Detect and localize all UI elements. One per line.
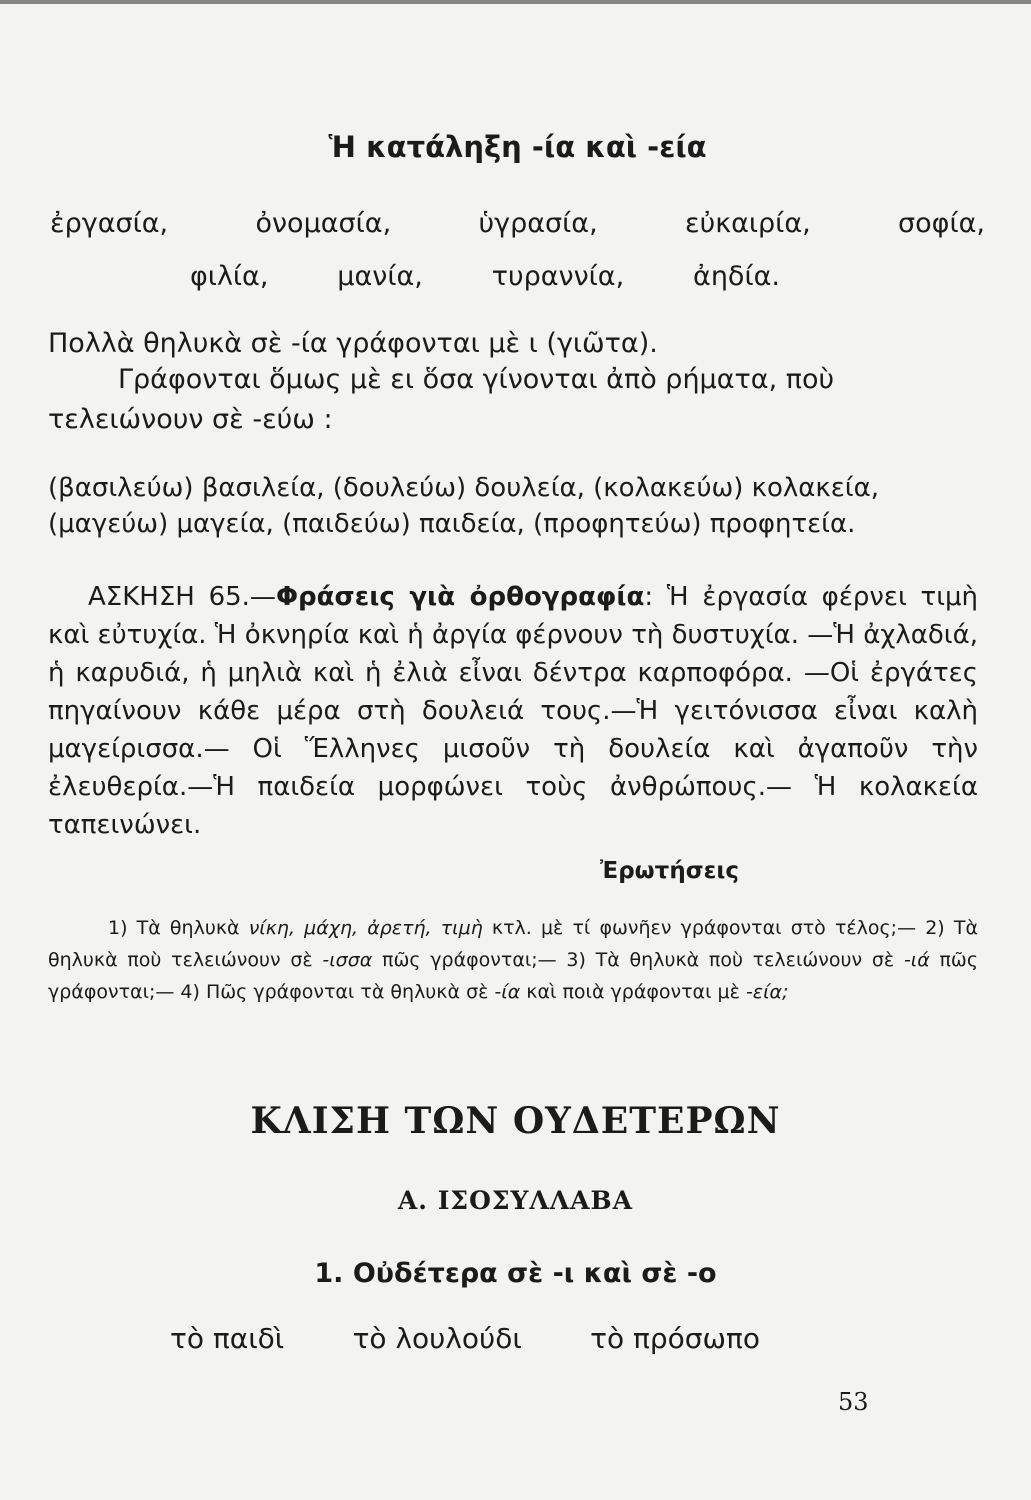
word: ἀηδία.: [693, 261, 780, 292]
chapter-subtitle: Α. ΙΣΟΣΥΛΛΑΒΑ: [397, 1186, 634, 1215]
q-text: κτλ. μὲ τί φωνῆεν γράφονται στὸ τέλος;— 2) Τὰ θηλυκὰ ποὺ τελειώνουν σὲ: [48, 917, 978, 971]
q-italic: -ία: [494, 981, 521, 1003]
word: ἐργασία,: [50, 208, 169, 239]
exercise-bold-label: Φράσεις γιὰ ὀρθογραφία: [275, 582, 645, 612]
word-row-1: [50, 202, 985, 246]
examples-line-2: (μαγεύω) μαγεία, (παιδεύω) παιδεία, (προφητεύω) προφητεία.: [48, 509, 856, 539]
q-text: πῶς γράφονται;— 4) Πῶς γράφονται τὰ θηλυκὰ σὲ: [48, 949, 978, 1003]
noun: τὸ πρόσωπο: [590, 1322, 760, 1355]
word: τυραννία,: [491, 261, 625, 292]
noun-examples: [170, 1322, 760, 1355]
q-italic: -ισσα: [322, 949, 373, 971]
rule-line-1: Πολλὰ θηλυκὰ σὲ -ία γράφονται μὲ ι (γιῶτα).: [48, 328, 658, 359]
subsection-heading: 1. Οὐδέτερα σὲ -ι καὶ σὲ -ο: [314, 1258, 717, 1289]
word: φιλία,: [190, 261, 269, 292]
noun: τὸ παιδὶ: [170, 1322, 285, 1355]
word: ὑγρασία,: [478, 208, 598, 239]
page-number: 53: [838, 1388, 869, 1416]
questions-paragraph: [48, 912, 978, 1008]
chapter-title: ΚΛΙΣΗ ΤΩΝ ΟΥΔΕΤΕΡΩΝ: [250, 1100, 781, 1142]
word-row-2: [190, 255, 780, 299]
word: μανία,: [337, 261, 423, 292]
q-italic: -εία;: [745, 981, 789, 1003]
word: σοφία,: [898, 208, 985, 239]
exercise-label: ΑΣΚΗΣΗ 65.—: [88, 582, 276, 612]
rule-line-3: τελειώνουν σὲ -εύω :: [48, 404, 333, 435]
q-italic: νίκη, μάχη, ἀρετή, τιμὴ: [248, 917, 483, 939]
q-text: καὶ ποιὰ γράφονται μὲ: [520, 981, 746, 1003]
exercise-paragraph: [48, 578, 978, 844]
section-heading: Ἡ κατάληξη -ία καὶ -εία: [328, 130, 707, 164]
exercise-text: : Ἡ ἐργασία φέρνει τιμὴ καὶ εὐτυχία. Ἡ ὀκνηρία καὶ ἡ ἀργία φέρνουν τὴ δυστυχία. —Ἡ ἀχλαδιά, ἡ καρυδιά, ἡ μηλιὰ καὶ ἡ ἐλιὰ εἶναι δέντρα καρποφόρα. —Οἱ ἐργάτες πηγαίνουν κάθε μέρα στὴ δουλειά τους.—Ἡ γειτόνισσα εἶναι καλὴ μαγείρισσα.— Οἱ Ἕλληνες μισοῦν τὴ δουλεία καὶ ἀγαποῦν τὴν ἐλευθερία.—Ἡ παιδεία μορφώνει τοὺς ἀνθρώπους.— Ἡ κολακεία ταπεινώνει.: [48, 582, 979, 840]
q-text: πῶς γράφονται;— 3) Τὰ θηλυκὰ ποὺ τελειώνουν σὲ: [372, 949, 904, 971]
q-italic: -ιά: [903, 949, 930, 971]
examples-line-1: (βασιλεύω) βασιλεία, (δουλεύω) δουλεία, (κολακεύω) κολακεία,: [48, 473, 879, 503]
noun: τὸ λουλούδι: [352, 1322, 522, 1355]
questions-title: Ἐρωτήσεις: [600, 858, 740, 884]
rule-line-2: Γράφονται ὅμως μὲ ει ὅσα γίνονται ἀπὸ ρήματα, ποὺ: [118, 364, 835, 395]
top-edge-line: [0, 0, 1031, 4]
word: ὀνομασία,: [255, 208, 392, 239]
word: εὐκαιρία,: [684, 208, 811, 239]
q-text: 1) Τὰ θηλυκὰ: [108, 917, 249, 939]
